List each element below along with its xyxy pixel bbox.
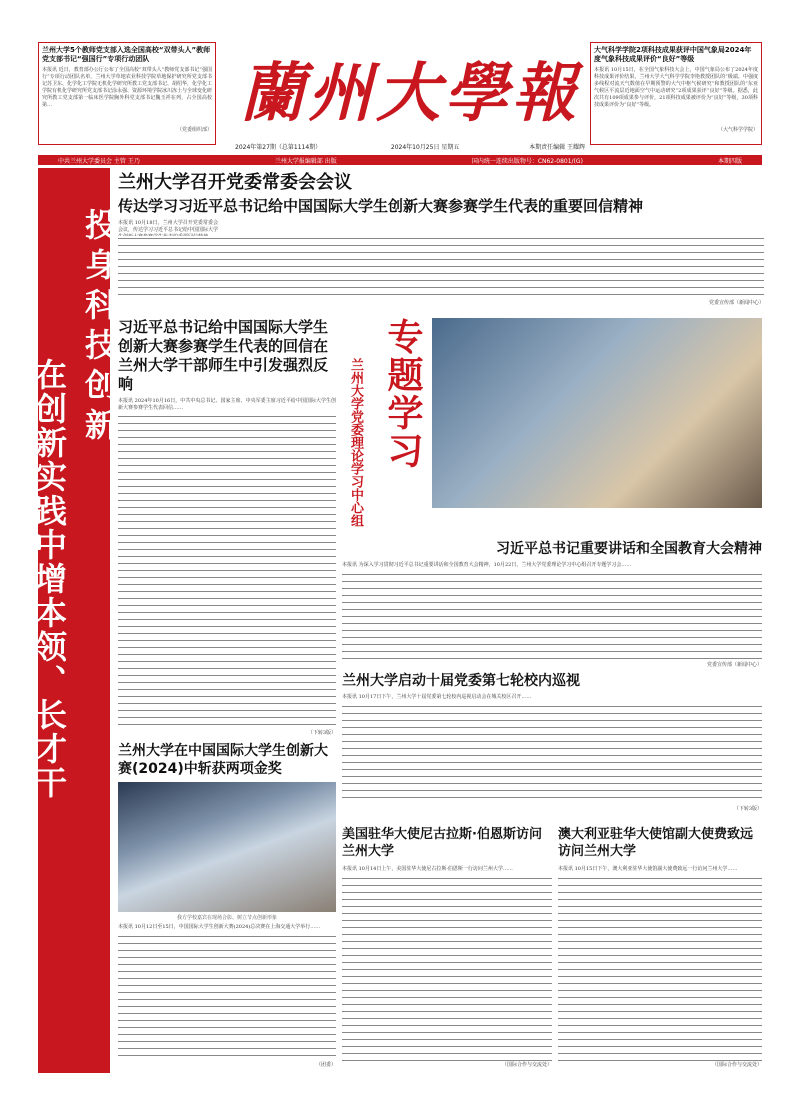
article-2-more: （下转3版） [307,730,336,736]
article-4-more: （下转3版） [733,806,762,812]
article-3-title: 习近平总书记重要讲话和全国教育大会精神 [496,541,762,557]
article-7 [558,826,762,1071]
article-6-columns [342,876,552,1061]
article-5-title: 兰州大学在中国国际大学生创新大赛(2024)中斩获两项金奖 [118,743,328,777]
right-box-source: （大气科学学院） [717,127,758,133]
article-6 [342,826,552,1071]
article-7-lead: 本报讯 10月15日下午，澳大利亚驻华大使馆副大使费致远一行访问兰州大学…… [558,866,738,872]
left-box-title: 兰州大学5个教师党支部入选全国高校“双带头人”教师党支部书记“强国行”专项行动团队 [42,46,211,63]
right-box-body: 本报讯 10月15日，在全国气象科技大会上，中国气象局公布了2024年度科技成果评价结果，兰州大学大气科学学院李艳教授团队的“极端、中强度多线程对流天气数值在早期预警的大气中枢气候研究”和教授团队的“东亚气候区平流层近地面空气中运动研究”2项成果获评“良好”等级。据悉，此次共有109项成果参与评价，21项科技成果被评价为“良好”等级，30项科技成果评价为“良好”等级。 [594,67,758,108]
publication-bar [38,155,762,165]
article-2-columns [118,414,336,729]
article-2-lead: 本报讯 2024年10月16日，中共中央总书记、国家主席、中央军委主席习近平给中国国际大学生创新大赛参赛学生代表回信…… [118,398,336,411]
article-5-columns [118,934,336,1062]
article-7-source: （国际合作与交流处） [711,1062,762,1068]
article-5-caption: 我方学校嘉宾在现场合影、树立节点创新形象 [176,915,277,921]
article-6-source: （国际合作与交流处） [501,1062,552,1068]
cn-number: 国内统一连续出版物号：CN62-0801/(G) [471,157,583,165]
article-1-title-2: 传达学习习近平总书记给中国国际大学生创新大赛参赛学生代表的重要回信精神 [118,197,644,215]
article-7-title: 澳大利亚驻华大使馆副大使费致远访问兰州大学 [558,827,754,859]
banner-line-2: 在创新实践中增本领、长才干 [30,358,68,800]
competition-photo [118,782,336,912]
article-3-columns [342,572,762,662]
issue-number: 2024年第27期（总第1114期） [235,144,322,151]
left-box-body: 本报讯 近日，教育部办公厅公布了全国高校“双带头人”教师党支部书记“强国行”专项行动团队名单，兰州大学草地农业科技学院草地保护研究所党支部书记苏卫东、化学化工学院无机化学研究所教工党支部书记、胡绍华，化学化工学院有机化学研究所党支部书记涂永强、资源环境学院冰川冻土与全球变化研究所教工党支部第一临床医学院胸外科党支部书记魏玉祥在列，占全国高校第… [42,67,213,108]
special-subtitle: 兰州大学党委理论学习中心组 [348,358,363,527]
article-3-lead: 本报讯 为深入学习贯彻习近平总书记重要讲话和全国教育大会精神，10月22日，兰州大学党委理论学习中心组召开专题学习会…… [342,562,632,568]
article-4-title: 兰州大学启动十届党委第七轮校内巡视 [342,673,580,689]
special-study-block [342,318,428,538]
vertical-banner [30,168,118,1073]
page-count: 本期四版 [717,157,742,165]
sponsor-text: 中共兰州大学委员会 主管 王乃 [58,157,140,165]
article-3-source: 党委宣传部（新闻中心） [706,662,762,668]
article-1-lead: 本报讯 10月18日，兰州大学召开党委常委会会议，传达学习习近平总书记给中国国际大学 [118,220,219,233]
study-meeting-photo [432,318,762,508]
article-7-columns [558,876,762,1061]
article-5-source: （团委） [315,1062,336,1068]
special-title: 专题学习 [382,318,423,470]
newspaper-title: 蘭州大學報 [240,56,580,131]
article-6-lead: 本报讯 10月14日上午，美国驻华大使尼古拉斯·伯恩斯一行访问兰州大学…… [342,866,513,872]
issue-line [235,142,585,152]
article-2-title: 习近平总书记给中国国际大学生创新大赛参赛学生代表的回信在兰州大学干部师生中引发强烈反响 [118,318,329,393]
left-news-box [38,42,216,145]
issue-editor: 本期责任编辑 王耀辉 [529,144,585,151]
banner-line-1: 投身科技创新 [80,208,118,448]
issue-date: 2024年10月25日 星期五 [390,144,460,151]
article-1-columns [118,236,764,296]
article-1-source: 党委宣传部（新闻中心） [708,300,764,306]
article-5-lead: 本报讯 10月12日至15日，中国国际大学生创新大赛(2024)总决赛在上海交通大学举行…… [118,924,321,930]
publisher-text: 兰州大学报编辑部 出版 [274,157,337,165]
masthead-title [235,38,585,138]
article-3 [342,540,762,670]
article-4-lead: 本报讯 10月17日下午，兰州大学十届党委第七轮校内巡视启动会在城关校区召开…… [342,694,532,700]
right-box-title: 大气科学学院2项科技成果获评中国气象局2024年度气象科技成果评价“良好”等级 [594,46,752,63]
article-5 [118,742,336,1072]
article-2 [118,318,336,738]
article-6-title: 美国驻华大使尼古拉斯·伯恩斯访问兰州大学 [342,827,542,859]
article-1-title-1: 兰州大学召开党委常委会会议 [118,172,352,193]
article-4 [342,672,762,822]
article-1 [118,172,764,312]
left-box-source: （党委组织部） [176,127,212,133]
right-news-box [590,42,762,145]
article-4-columns [342,704,762,804]
